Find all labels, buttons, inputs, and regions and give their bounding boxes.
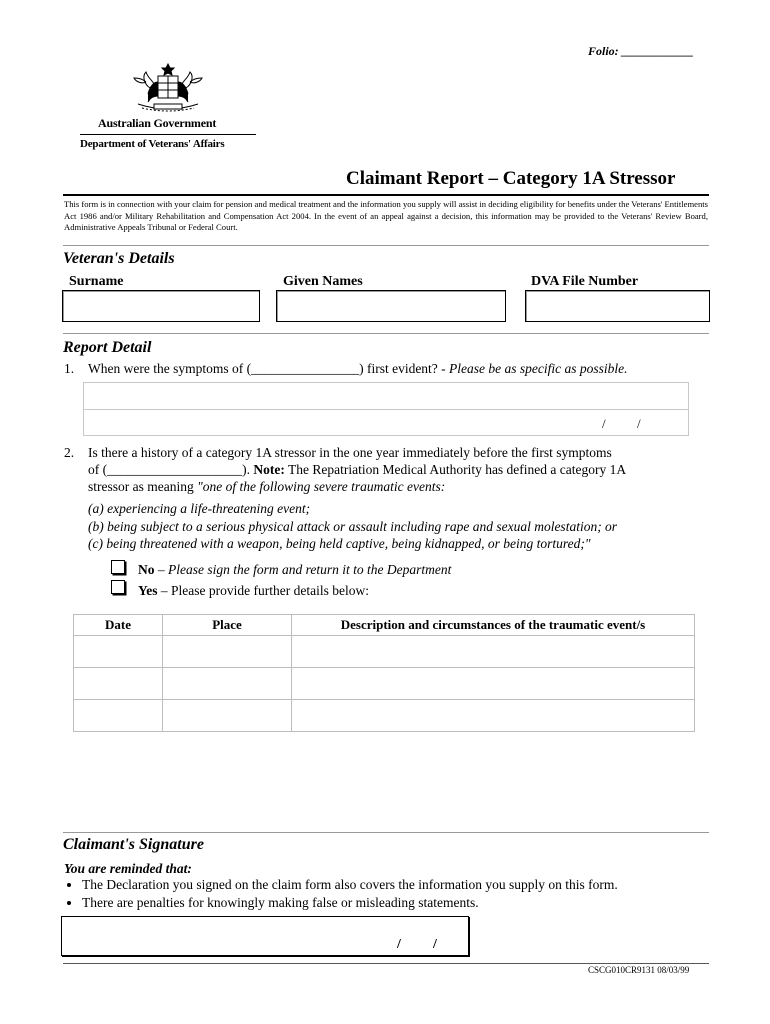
question-1-number: 1. xyxy=(64,361,75,376)
place-cell[interactable] xyxy=(163,636,292,668)
department-name: Department of Veterans' Affairs xyxy=(80,138,225,150)
date-separator: / xyxy=(637,416,641,431)
symptoms-answer-box[interactable] xyxy=(83,382,689,436)
date-cell[interactable] xyxy=(74,668,163,700)
date-separator: / xyxy=(433,937,437,952)
given-names-label: Given Names xyxy=(283,274,363,289)
surname-field[interactable] xyxy=(62,290,260,322)
column-header-date: Date xyxy=(74,615,163,636)
surname-label: Surname xyxy=(69,274,124,289)
stressor-definition-quote: "one of the following severe traumatic events: xyxy=(197,479,446,494)
description-cell[interactable] xyxy=(292,700,695,732)
dva-file-number-label: DVA File Number xyxy=(531,274,639,289)
intro-text: This form is in connection with your claim for pension and medical treatment and the information you supply will assist in deciding eligibility for benefits under the Veterans' Entitlements Act 1986 and/or Military Rehabilitation and Compensation Act 2004. In the event of an appeal against a decision, this information may be provided to the Veterans' Review Board, Administrative Appeals Tribunal or Federal Court. xyxy=(64,199,708,232)
coat-of-arms-logo xyxy=(128,60,208,116)
date-cell[interactable] xyxy=(74,636,163,668)
section-divider xyxy=(63,333,709,334)
reminder-heading: You are reminded that: xyxy=(64,861,192,876)
government-name: Australian Government xyxy=(98,116,217,130)
no-option xyxy=(138,561,451,578)
reminder-item: • There are penalties for knowingly making false or misleading statements. xyxy=(82,894,714,912)
question-1-instruction: Please be as specific as possible. xyxy=(449,361,628,376)
description-cell[interactable] xyxy=(292,668,695,700)
reminder-item: • The Declaration you signed on the claim form also covers the information you supply on this form. xyxy=(82,876,714,894)
veteran-details-heading: Veteran's Details xyxy=(63,250,175,267)
place-cell[interactable] xyxy=(163,700,292,732)
claimant-signature-heading: Claimant's Signature xyxy=(63,836,204,853)
stressor-item-a: (a) experiencing a life-threatening event; xyxy=(88,501,311,516)
yes-option-text: – Please provide further details below: xyxy=(157,583,369,598)
note-text: The Repatriation Medical Authority has defined a category 1A xyxy=(284,462,627,477)
date-cell[interactable] xyxy=(74,700,163,732)
question-1-text: When were the symptoms of (________________) first evident? - xyxy=(88,361,450,376)
no-option-label: No xyxy=(138,562,155,577)
table-header-row xyxy=(74,615,695,636)
footer-rule xyxy=(63,963,709,964)
form-code: CSCG010CR9131 08/03/99 xyxy=(588,965,690,975)
form-title: Claimant Report – Category 1A Stressor xyxy=(346,168,676,189)
place-cell[interactable] xyxy=(163,668,292,700)
report-detail-heading: Report Detail xyxy=(63,339,152,356)
yes-checkbox[interactable] xyxy=(111,580,125,594)
no-checkbox[interactable] xyxy=(111,560,125,574)
table-row xyxy=(74,636,695,668)
section-divider xyxy=(63,245,709,246)
table-row xyxy=(74,668,695,700)
dva-file-number-field[interactable] xyxy=(525,290,710,322)
header-divider xyxy=(80,134,256,135)
date-separator: / xyxy=(397,937,401,952)
question-2-number: 2. xyxy=(64,445,75,460)
stressor-item-c: (c) being threatened with a weapon, being held captive, being kidnapped, or being tortured;" xyxy=(88,536,591,551)
given-names-field[interactable] xyxy=(276,290,506,322)
signature-box[interactable] xyxy=(61,916,469,956)
question-2-of: of (____________________). xyxy=(88,462,254,477)
table-row xyxy=(74,700,695,732)
column-header-place: Place xyxy=(163,615,292,636)
yes-option-label: Yes xyxy=(138,583,158,598)
question-1 xyxy=(88,360,628,377)
stressor-item-b: (b) being subject to a serious physical attack or assault including rape and sexual molestation; or xyxy=(88,518,618,534)
question-2-line-1: Is there a history of a category 1A stressor in the one year immediately before the first symptoms xyxy=(88,445,612,460)
stressor-list xyxy=(88,500,617,553)
folio-label: Folio: ____________ xyxy=(588,44,694,58)
section-divider xyxy=(63,832,709,833)
description-cell[interactable] xyxy=(292,636,695,668)
no-option-text: – Please sign the form and return it to the Department xyxy=(154,562,452,577)
title-rule xyxy=(63,194,709,196)
note-label: Note: xyxy=(253,462,285,477)
traumatic-events-table xyxy=(73,614,695,732)
answer-line-divider xyxy=(84,409,688,410)
date-separator: / xyxy=(602,416,606,431)
question-2-line-3: stressor as meaning xyxy=(88,479,198,494)
reminder-list xyxy=(64,876,714,912)
yes-option xyxy=(138,582,369,599)
question-2 xyxy=(88,444,708,495)
column-header-description: Description and circumstances of the traumatic event/s xyxy=(292,615,695,636)
